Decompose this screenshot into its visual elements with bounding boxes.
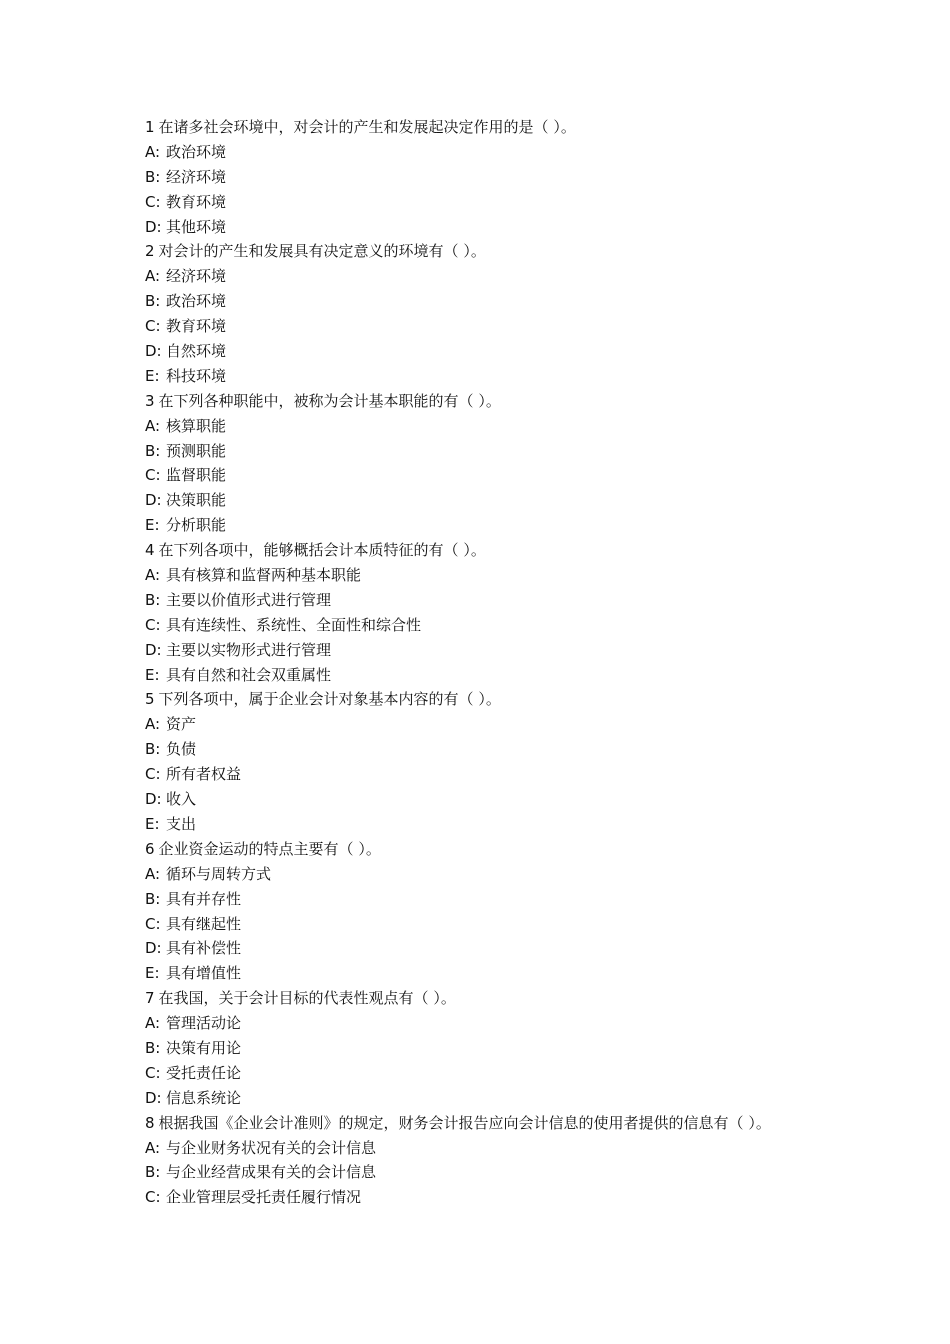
option-item <box>145 762 865 787</box>
option-text: 与企业财务状况有关的会计信息 <box>166 1138 377 1157</box>
option-item <box>145 190 865 215</box>
option-letter: E: <box>145 516 160 535</box>
option-letter: B: <box>145 1038 161 1057</box>
option-text: 主要以实物形式进行管理 <box>166 640 332 659</box>
option-text: 具有连续性、系统性、全面性和综合性 <box>166 615 422 634</box>
question-1 <box>145 115 865 140</box>
option-text: 教育环境 <box>166 192 227 211</box>
option-text: 决策职能 <box>166 491 227 510</box>
option-text: 预测职能 <box>166 441 227 460</box>
option-letter: B: <box>145 441 161 460</box>
option-text: 经济环境 <box>166 267 227 286</box>
option-text: 核算职能 <box>166 416 227 435</box>
question-4 <box>145 538 865 563</box>
option-letter: D: <box>145 790 162 809</box>
option-item <box>145 737 865 762</box>
option-item <box>145 215 865 240</box>
question-2 <box>145 239 865 264</box>
question-text: 在下列各项中，能够概括会计本质特征的有（ ）。 <box>158 541 486 560</box>
option-letter: D: <box>145 1088 162 1107</box>
question-list <box>145 115 865 1210</box>
option-letter: D: <box>145 939 162 958</box>
question-number: 2 <box>145 242 155 261</box>
option-letter: E: <box>145 665 160 684</box>
option-item <box>145 613 865 638</box>
question-8 <box>145 1111 865 1136</box>
option-text: 自然环境 <box>166 342 227 361</box>
option-letter: A: <box>145 864 161 883</box>
option-text: 科技环境 <box>166 366 227 385</box>
option-letter: D: <box>145 342 162 361</box>
option-item <box>145 314 865 339</box>
option-item <box>145 638 865 663</box>
option-text: 资产 <box>166 715 197 734</box>
question-5 <box>145 687 865 712</box>
option-text: 具有并存性 <box>166 889 242 908</box>
option-text: 监督职能 <box>166 466 227 485</box>
option-item <box>145 289 865 314</box>
question-text: 在我国，关于会计目标的代表性观点有（ ）。 <box>158 989 456 1008</box>
option-letter: C: <box>145 466 161 485</box>
option-item <box>145 961 865 986</box>
question-number: 5 <box>145 690 155 709</box>
question-text: 在下列各种职能中，被称为会计基本职能的有（ ）。 <box>158 391 501 410</box>
option-letter: A: <box>145 267 161 286</box>
question-number: 4 <box>145 541 155 560</box>
option-item <box>145 165 865 190</box>
option-text: 受托责任论 <box>166 1063 242 1082</box>
option-text: 政治环境 <box>166 292 227 311</box>
question-7 <box>145 986 865 1011</box>
question-number: 3 <box>145 391 155 410</box>
option-letter: B: <box>145 1163 161 1182</box>
option-item <box>145 1036 865 1061</box>
option-text: 与企业经营成果有关的会计信息 <box>166 1163 377 1182</box>
option-letter: D: <box>145 640 162 659</box>
option-item <box>145 364 865 389</box>
option-letter: C: <box>145 192 161 211</box>
option-text: 具有补偿性 <box>166 939 242 958</box>
question-6 <box>145 837 865 862</box>
option-letter: E: <box>145 366 160 385</box>
option-text: 收入 <box>166 790 197 809</box>
option-letter: A: <box>145 715 161 734</box>
option-letter: B: <box>145 889 161 908</box>
option-item <box>145 588 865 613</box>
option-text: 具有自然和社会双重属性 <box>166 665 332 684</box>
option-text: 信息系统论 <box>166 1088 242 1107</box>
option-item <box>145 1136 865 1161</box>
option-item <box>145 712 865 737</box>
option-letter: A: <box>145 142 161 161</box>
option-letter: D: <box>145 491 162 510</box>
option-item <box>145 812 865 837</box>
option-item <box>145 563 865 588</box>
option-item <box>145 936 865 961</box>
option-item <box>145 439 865 464</box>
option-item <box>145 862 865 887</box>
option-letter: B: <box>145 590 161 609</box>
option-item <box>145 140 865 165</box>
question-3 <box>145 389 865 414</box>
question-text: 企业资金运动的特点主要有（ ）。 <box>158 839 381 858</box>
option-item <box>145 264 865 289</box>
option-item <box>145 1185 865 1210</box>
option-letter: C: <box>145 1063 161 1082</box>
question-text: 在诸多社会环境中，对会计的产生和发展起决定作用的是（ ）。 <box>158 118 576 136</box>
option-text: 决策有用论 <box>166 1038 242 1057</box>
option-text: 所有者权益 <box>166 765 242 784</box>
question-text: 下列各项中，属于企业会计对象基本内容的有（ ）。 <box>158 690 501 709</box>
option-letter: B: <box>145 292 161 311</box>
option-text: 经济环境 <box>166 167 227 186</box>
option-letter: C: <box>145 317 161 336</box>
option-letter: A: <box>145 1138 161 1157</box>
option-text: 负债 <box>166 740 197 759</box>
option-text: 企业管理层受托责任履行情况 <box>166 1188 362 1207</box>
option-text: 具有继起性 <box>166 914 242 933</box>
question-number: 6 <box>145 839 155 858</box>
option-letter: C: <box>145 615 161 634</box>
option-text: 政治环境 <box>166 142 227 161</box>
option-item <box>145 787 865 812</box>
option-letter: C: <box>145 1188 161 1207</box>
option-item <box>145 663 865 688</box>
option-text: 具有增值性 <box>166 964 242 983</box>
option-item <box>145 339 865 364</box>
option-item <box>145 488 865 513</box>
question-number: 1 <box>145 118 155 136</box>
question-number: 8 <box>145 1113 155 1132</box>
option-item <box>145 887 865 912</box>
question-text: 对会计的产生和发展具有决定意义的环境有（ ）。 <box>158 242 486 261</box>
option-item <box>145 513 865 538</box>
option-text: 分析职能 <box>166 516 227 535</box>
option-letter: C: <box>145 914 161 933</box>
question-text: 根据我国《企业会计准则》的规定，财务会计报告应向会计信息的使用者提供的信息有（ ）。 <box>158 1113 771 1132</box>
option-letter: C: <box>145 765 161 784</box>
option-text: 其他环境 <box>166 217 227 236</box>
option-text: 教育环境 <box>166 317 227 336</box>
option-item <box>145 1160 865 1185</box>
option-letter: E: <box>145 814 160 833</box>
option-letter: E: <box>145 964 160 983</box>
option-item <box>145 1086 865 1111</box>
option-item <box>145 912 865 937</box>
option-letter: A: <box>145 566 161 585</box>
option-letter: B: <box>145 167 161 186</box>
option-text: 支出 <box>166 814 197 833</box>
option-letter: B: <box>145 740 161 759</box>
option-item <box>145 1061 865 1086</box>
option-letter: A: <box>145 416 161 435</box>
question-number: 7 <box>145 989 155 1008</box>
option-item <box>145 463 865 488</box>
option-text: 循环与周转方式 <box>166 864 272 883</box>
option-letter: A: <box>145 1014 161 1033</box>
option-item <box>145 414 865 439</box>
option-text: 管理活动论 <box>166 1014 242 1033</box>
option-text: 主要以价值形式进行管理 <box>166 590 332 609</box>
option-item <box>145 1011 865 1036</box>
option-letter: D: <box>145 217 162 236</box>
option-text: 具有核算和监督两种基本职能 <box>166 566 362 585</box>
